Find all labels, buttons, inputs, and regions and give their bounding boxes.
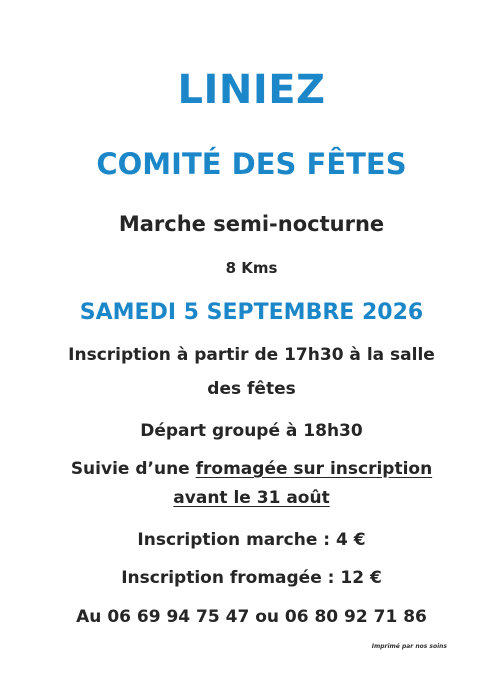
contact-phone: Au 06 69 94 75 47 ou 06 80 92 71 86 xyxy=(76,607,427,627)
event-date: SAMEDI 5 SEPTEMBRE 2026 xyxy=(79,300,424,325)
poster-subtitle: COMITÉ DES FÊTES xyxy=(96,147,407,181)
followup-underlined: fromagée sur inscription xyxy=(195,459,433,479)
registration-info-line2: des fêtes xyxy=(207,379,296,399)
followup-prefix: Suivie d’une xyxy=(70,459,196,479)
price-cheese: Inscription fromagée : 12 € xyxy=(121,568,382,588)
poster-title: LINIEZ xyxy=(177,67,326,113)
registration-info-line1: Inscription à partir de 17h30 à la salle xyxy=(68,345,435,365)
departure-time: Départ groupé à 18h30 xyxy=(140,421,363,441)
followup-deadline: avant le 31 août xyxy=(173,488,330,508)
price-walk: Inscription marche : 4 € xyxy=(137,530,366,550)
event-name: Marche semi-nocturne xyxy=(118,212,385,236)
event-distance: 8 Kms xyxy=(225,259,278,277)
followup-line1 xyxy=(0,461,503,478)
imprint-note: Imprimé par nos soins xyxy=(371,643,447,650)
followup-line2 xyxy=(0,490,503,507)
